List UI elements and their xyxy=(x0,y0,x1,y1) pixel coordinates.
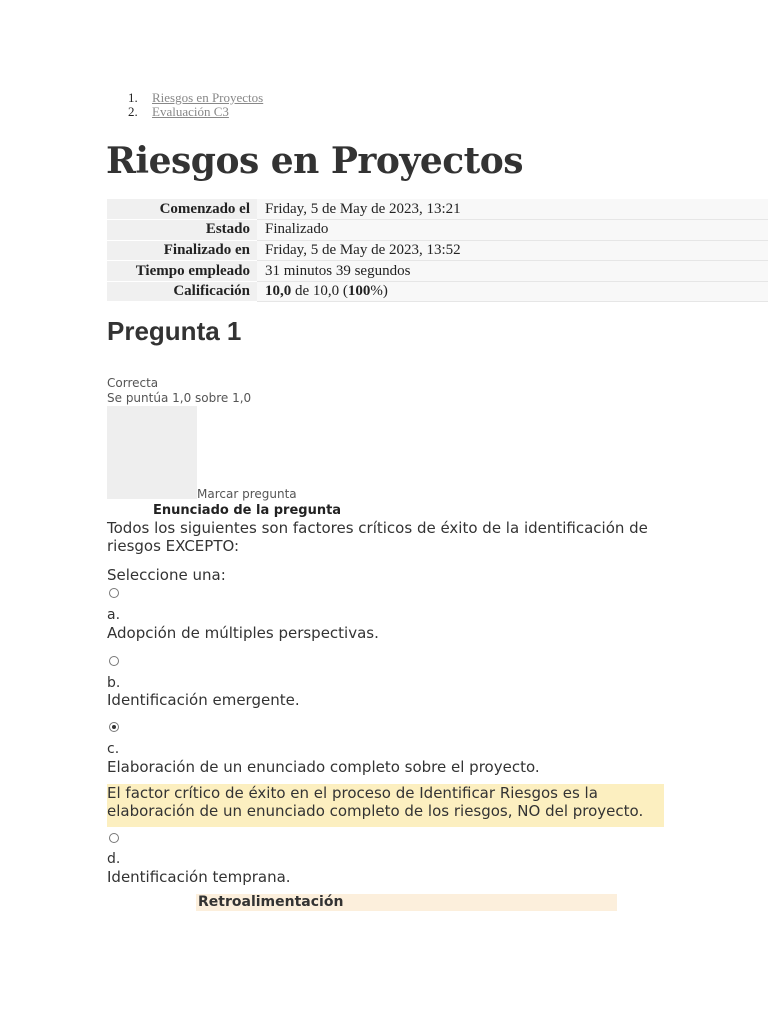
grade-percent: 100 xyxy=(347,283,371,300)
retroalimentacion-header xyxy=(196,894,617,911)
flag-question-link[interactable]: Marcar pregunta xyxy=(197,487,297,501)
grade-of-text: de 10,0 ( xyxy=(291,283,348,300)
summary-label: Finalizado en xyxy=(107,240,257,261)
summary-label: Estado xyxy=(107,220,257,241)
question-info xyxy=(107,376,251,406)
breadcrumb-link-evaluacion[interactable]: Evaluación C3 xyxy=(152,104,229,119)
summary-value: Finalizado xyxy=(257,220,768,241)
summary-value: Friday, 5 de May de 2023, 13:21 xyxy=(257,199,768,220)
option-c-text[interactable]: Elaboración de un enunciado completo sobre el proyecto. xyxy=(107,758,540,776)
option-d-text[interactable]: Identificación temprana. xyxy=(107,868,291,886)
option-b-letter: b. xyxy=(107,675,121,691)
answer-prompt: Seleccione una: xyxy=(107,566,226,584)
breadcrumb-number: 2. xyxy=(128,104,138,119)
option-c-radio[interactable] xyxy=(109,722,119,732)
grade-label: Calificación xyxy=(107,281,257,302)
grade-value xyxy=(257,281,768,302)
summary-row xyxy=(107,199,768,220)
summary-label: Comenzado el xyxy=(107,199,257,220)
question-stem-heading: Enunciado de la pregunta xyxy=(153,503,342,518)
summary-row-grade xyxy=(107,281,768,302)
summary-row xyxy=(107,220,768,241)
summary-label: Tiempo empleado xyxy=(107,261,257,282)
option-a-letter: a. xyxy=(107,607,121,623)
summary-value: 31 minutos 39 segundos xyxy=(257,261,768,282)
option-a-text[interactable]: Adopción de múltiples perspectivas. xyxy=(107,624,379,642)
page-title: Riesgos en Proyectos xyxy=(106,140,524,182)
breadcrumb-number: 1. xyxy=(128,90,138,105)
question-points: Se puntúa 1,0 sobre 1,0 xyxy=(107,391,252,405)
summary-value: Friday, 5 de May de 2023, 13:52 xyxy=(257,240,768,261)
grade-percent-suffix: %) xyxy=(370,283,388,300)
grade-score: 10,0 xyxy=(265,283,292,300)
specific-feedback: El factor crítico de éxito en el proceso de Identificar Riesgos es la elaboración de un enunciado completo de los riesgos, NO del proyecto. xyxy=(107,784,664,827)
breadcrumb-link-riesgos[interactable]: Riesgos en Proyectos xyxy=(152,90,264,105)
option-a-radio[interactable] xyxy=(109,588,119,598)
flag-placeholder-box xyxy=(107,406,197,499)
breadcrumb-item xyxy=(128,91,263,105)
question-status: Correcta xyxy=(107,376,159,390)
option-b-radio[interactable] xyxy=(109,656,119,666)
option-d-radio[interactable] xyxy=(109,833,119,843)
question-title: Pregunta 1 xyxy=(107,316,242,346)
retroalimentacion-heading: Retroalimentación xyxy=(198,894,344,910)
breadcrumb xyxy=(128,91,263,119)
attempt-summary-table xyxy=(107,199,768,302)
breadcrumb-item xyxy=(128,105,263,119)
summary-row xyxy=(107,261,768,282)
summary-row xyxy=(107,240,768,261)
option-b-text[interactable]: Identificación emergente. xyxy=(107,691,300,709)
option-c-letter: c. xyxy=(107,741,120,757)
option-d-letter: d. xyxy=(107,851,121,867)
question-stem-text: Todos los siguientes son factores críticos de éxito de la identificación de riesgos EXCEPTO: xyxy=(107,519,648,555)
